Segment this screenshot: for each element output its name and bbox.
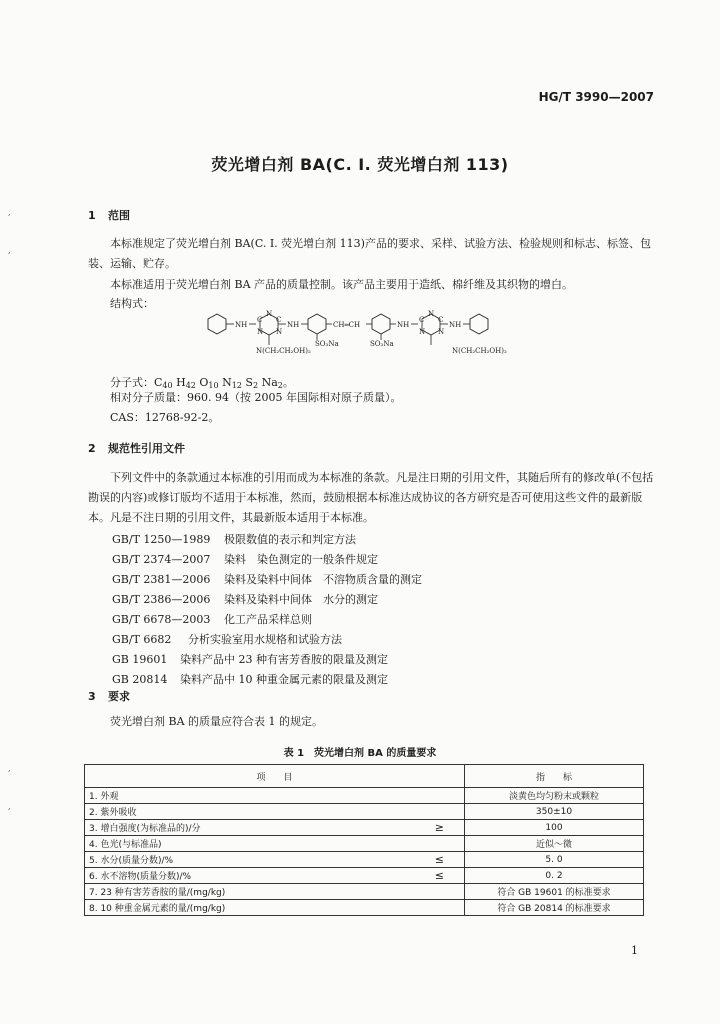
margin-mark: , <box>8 764 11 773</box>
reference-list <box>112 530 422 690</box>
section-number: 2 <box>88 442 96 455</box>
formula-vinyl: CH═CH <box>333 321 361 329</box>
reference-item <box>112 630 422 650</box>
reference-title: 染料产品中 10 种重金属元素的限量及测定 <box>180 673 388 686</box>
section-3-heading <box>88 688 130 704</box>
formula-end: 。 <box>282 376 294 389</box>
reference-code: GB/T 2374—2007 <box>112 553 211 566</box>
element-na: Na <box>261 376 278 389</box>
document-title: 荧光增白剂 BA(C. I. 荧光增白剂 113) <box>211 155 509 174</box>
quality-requirements-table <box>84 764 644 916</box>
formula-n-5: N <box>419 328 426 336</box>
reference-code: GB/T 6678—2003 <box>112 613 211 626</box>
table-caption: 表 1 荧光增白剂 BA 的质量要求 <box>283 748 437 759</box>
formula-amine-2: N(CH₂CH₂OH)₂ <box>452 347 507 355</box>
row-symbol: ≤ <box>404 868 465 884</box>
row-symbol <box>404 884 465 900</box>
reference-item <box>112 590 422 610</box>
table-row <box>85 868 644 884</box>
subscript-c: 40 <box>162 381 173 390</box>
row-item: 6. 水不溶物(质量分数)/% <box>85 868 405 884</box>
molecular-mass: 相对分子质量：960. 94（按 2005 年国际相对原子质量）。 <box>110 391 402 404</box>
reference-title: 化工产品采样总则 <box>224 613 312 626</box>
standard-code: HG/T 3990—2007 <box>538 90 654 104</box>
element-s: S <box>245 376 253 389</box>
subscript-n: 12 <box>231 381 242 390</box>
cas-number: CAS：12768-92-2。 <box>110 411 220 424</box>
reference-item <box>112 530 422 550</box>
subscript-s: 2 <box>252 381 259 390</box>
benzene-ring-left <box>208 314 226 334</box>
row-value: 符合 GB 19601 的标准要求 <box>465 884 644 900</box>
margin-mark: , <box>8 246 11 255</box>
section-title: 范围 <box>108 209 130 222</box>
formula-label: 分子式： <box>110 376 154 389</box>
table-row <box>85 820 644 836</box>
row-value: 0. 2 <box>465 868 644 884</box>
section-title: 规范性引用文件 <box>108 442 185 455</box>
reference-code: GB 19601 <box>112 653 168 666</box>
subscript-o: 10 <box>208 381 219 390</box>
benzene-ring-right <box>470 314 488 334</box>
column-header-value: 指 标 <box>465 765 644 788</box>
row-item: 3. 增白强度(为标准品的)/分 <box>85 820 405 836</box>
requirements-paragraph: 荧光增白剂 BA 的质量应符合表 1 的规定。 <box>110 715 324 728</box>
reference-title: 染料产品中 23 种有害芳香胺的限量及测定 <box>180 653 388 666</box>
reference-item <box>112 550 422 570</box>
row-item: 2. 紫外吸收 <box>85 804 405 820</box>
reference-title: 分析实验室用水规格和试验方法 <box>188 633 342 646</box>
formula-n-4: N <box>428 310 435 318</box>
row-symbol: ≥ <box>404 820 465 836</box>
formula-n-2: N <box>257 328 264 336</box>
formula-c-1: C <box>257 316 263 324</box>
row-item: 5. 水分(质量分数)/% <box>85 852 405 868</box>
column-header-item: 项 目 <box>85 765 465 788</box>
reference-title: 染料及染料中间体 水分的测定 <box>224 593 378 606</box>
reference-code: GB/T 1250—1989 <box>112 533 211 546</box>
row-item: 7. 23 种有害芳香胺的量/(mg/kg) <box>85 884 405 900</box>
table-row <box>85 836 644 852</box>
row-value: 近似～微 <box>465 836 644 852</box>
row-symbol <box>404 788 465 804</box>
element-n: N <box>222 376 232 389</box>
table-row <box>85 884 644 900</box>
subscript-na: 2 <box>277 381 283 390</box>
formula-so3na-1: SO₃Na <box>315 340 339 348</box>
reference-item <box>112 570 422 590</box>
subscript-h: 42 <box>185 381 196 390</box>
references-intro: 下列文件中的条款通过本标准的引用而成为本标准的条款。凡是注日期的引用文件，其随后所有的修改单(不包括勘误的内容)或修订版均不适用于本标准，然而，鼓励根据本标准达成协议的各方研究是否可使用这些文件的最新版本。凡是不注日期的引用文件，其最新版本适用于本标准。 <box>88 471 654 524</box>
table-row <box>85 788 644 804</box>
margin-mark: , <box>8 208 11 217</box>
table-row <box>85 900 644 916</box>
formula-nh-2: NH <box>287 321 300 329</box>
scope-paragraph-1: 本标准规定了荧光增白剂 BA(C. I. 荧光增白剂 113)产品的要求、采样、试验方法、检验规则和标志、标签、包装、运输、贮存。 <box>88 237 651 270</box>
reference-title: 染料 染色测定的一般条件规定 <box>224 553 378 566</box>
structural-formula <box>190 308 550 374</box>
table-header-row <box>85 765 644 788</box>
reference-title: 染料及染料中间体 不溶物质含量的测定 <box>224 573 422 586</box>
reference-item <box>112 610 422 630</box>
formula-n-6: N <box>438 328 445 336</box>
row-symbol: ≤ <box>404 852 465 868</box>
scope-paragraph-2: 本标准适用于荧光增白剂 BA 产品的质量控制。该产品主要用于造纸、棉纤维及其织物的增白。 <box>110 278 574 291</box>
element-h: H <box>176 376 186 389</box>
section-number: 1 <box>88 209 96 222</box>
formula-nh-3: NH <box>397 321 410 329</box>
section-2-heading <box>88 440 185 456</box>
row-value: 350±10 <box>465 804 644 820</box>
table-row <box>85 804 644 820</box>
formula-n-1: N <box>266 310 273 318</box>
row-symbol <box>404 836 465 852</box>
reference-code: GB/T 2386—2006 <box>112 593 211 606</box>
section-title: 要求 <box>108 690 130 703</box>
reference-code: GB/T 6682 <box>112 633 172 646</box>
table-row <box>85 852 644 868</box>
section-number: 3 <box>88 690 96 703</box>
formula-amine-1: N(CH₂CH₂OH)₂ <box>256 347 311 355</box>
row-value: 符合 GB 20814 的标准要求 <box>465 900 644 916</box>
element-c: C <box>154 376 163 389</box>
formula-so3na-2: SO₃Na <box>370 340 394 348</box>
row-item: 1. 外观 <box>85 788 405 804</box>
reference-item <box>112 650 422 670</box>
formula-nh-1: NH <box>235 321 248 329</box>
reference-title: 极限数值的表示和判定方法 <box>224 533 356 546</box>
element-o: O <box>199 376 209 389</box>
formula-c-4: C <box>438 316 444 324</box>
row-item: 8. 10 种重金属元素的量/(mg/kg) <box>85 900 405 916</box>
reference-item <box>112 670 422 690</box>
section-1-heading <box>88 207 130 223</box>
benzene-ring-center-left <box>308 314 326 334</box>
row-value: 淡黄色均匀粉末或颗粒 <box>465 788 644 804</box>
benzene-ring-center-right <box>372 314 390 334</box>
page-number: 1 <box>631 944 638 957</box>
reference-code: GB/T 2381—2006 <box>112 573 211 586</box>
formula-c-3: C <box>419 316 425 324</box>
row-symbol <box>404 900 465 916</box>
formula-n-3: N <box>276 328 283 336</box>
reference-code: GB 20814 <box>112 673 168 686</box>
formula-nh-4: NH <box>449 321 462 329</box>
row-symbol <box>404 804 465 820</box>
formula-c-2: C <box>276 316 282 324</box>
row-item: 4. 色光(与标准品) <box>85 836 405 852</box>
structure-label: 结构式： <box>110 297 154 310</box>
row-value: 5. 0 <box>465 852 644 868</box>
margin-mark: , <box>8 802 11 811</box>
row-value: 100 <box>465 820 644 836</box>
